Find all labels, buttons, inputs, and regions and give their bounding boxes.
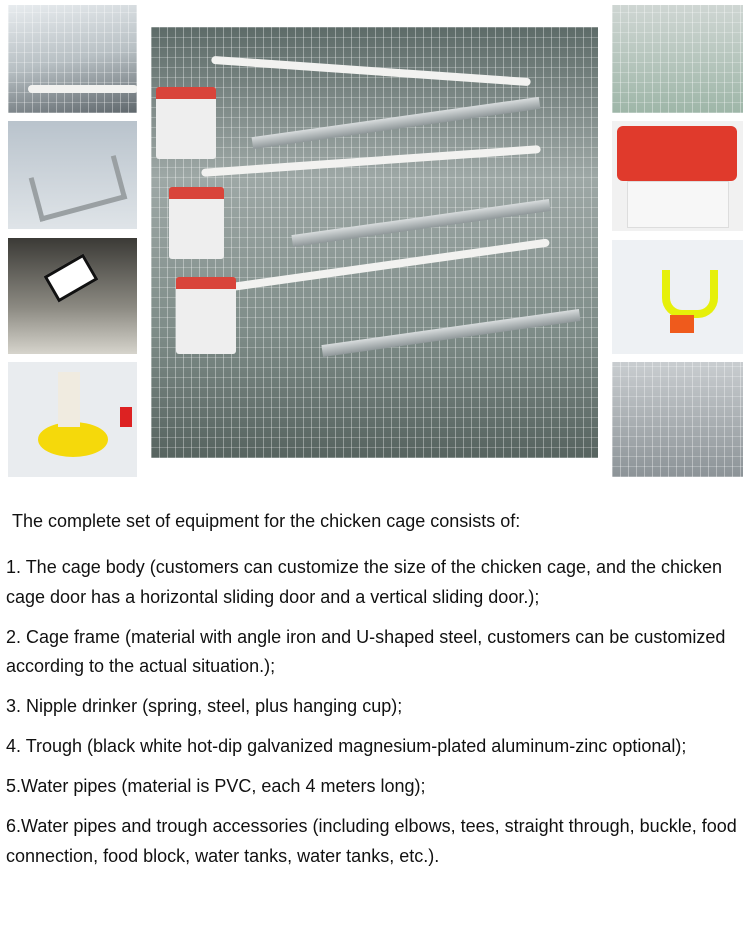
water-pressure-regulator-photo xyxy=(8,362,137,477)
equipment-list xyxy=(6,553,746,882)
cage-frame-installed-photo xyxy=(612,5,743,113)
list-item: 2. Cage frame (material with angle iron and U-shaped steel, customers can be customized according to the actual situation.); xyxy=(6,626,726,676)
list-item: 1. The cage body (customers can customize the size of the chicken cage, and the chicken cage door has a horizontal sliding door and a vertical sliding door.); xyxy=(6,557,723,607)
cage-detail-photo xyxy=(612,362,743,477)
u-shaped-steel-photo xyxy=(8,121,137,229)
nipple-drinker-photo xyxy=(612,240,743,354)
list-item: 4. Trough (black white hot-dip galvanized magnesium-plated aluminum-zinc optional); xyxy=(6,736,687,756)
chicken-cage-main-photo xyxy=(151,27,598,458)
nipple-clip-photo xyxy=(8,238,137,354)
water-tank-photo xyxy=(612,121,743,231)
intro-text: The complete set of equipment for the chicken cage consists of: xyxy=(12,511,521,531)
cage-top-feeder-photo xyxy=(8,5,137,113)
list-item: 3. Nipple drinker (spring, steel, plus hanging cup); xyxy=(6,696,403,716)
list-item: 6.Water pipes and trough accessories (including elbows, tees, straight through, buckle, food connection, food block, water tanks, water tanks, etc.). xyxy=(6,816,737,866)
list-item: 5.Water pipes (material is PVC, each 4 meters long); xyxy=(6,776,426,796)
